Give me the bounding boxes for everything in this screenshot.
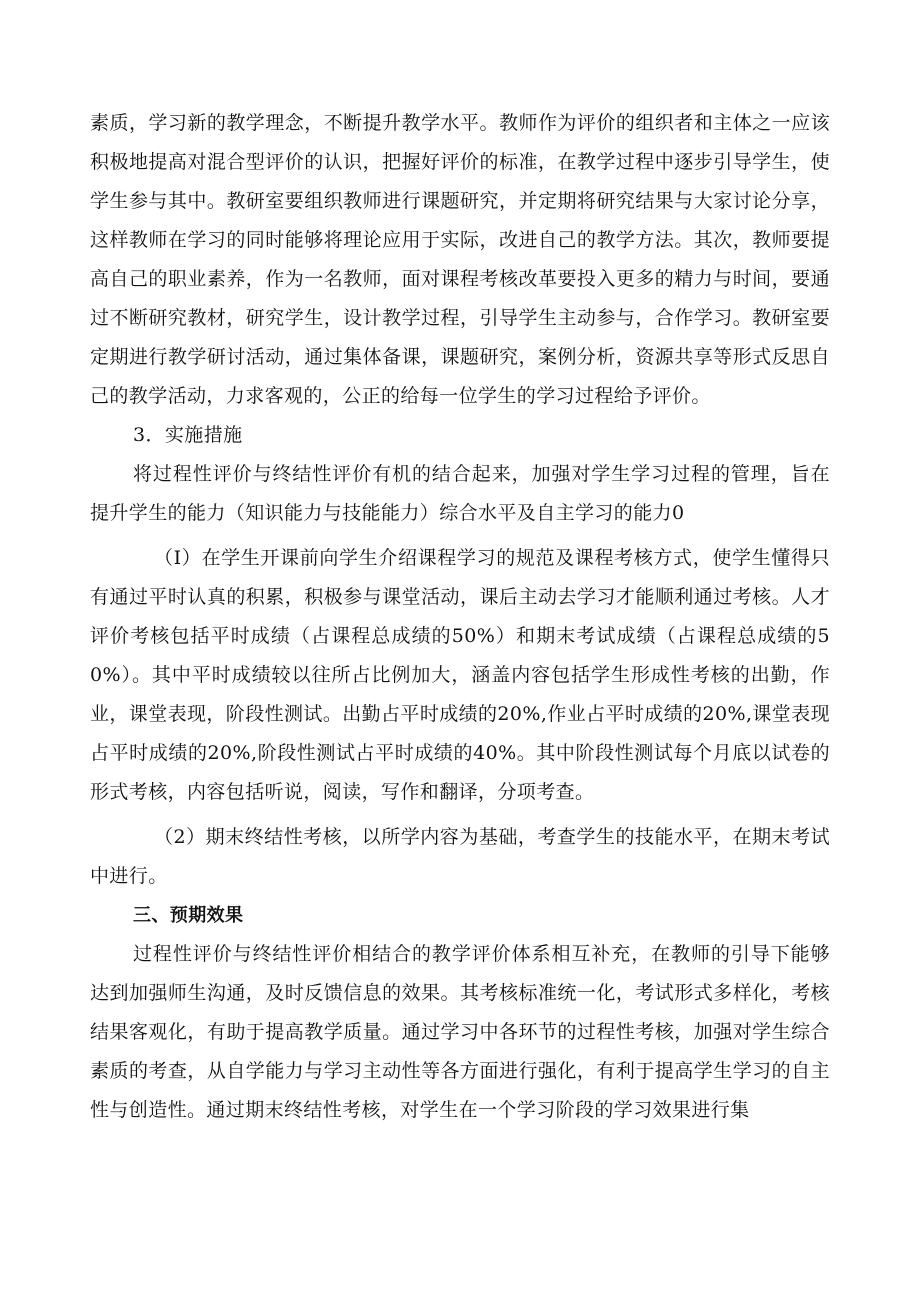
document-page [90,104,830,1130]
paragraph-measures-intro: 将过程性评价与终结性评价有机的结合起来，加强对学生学习过程的管理，旨在提升学生的能力（知识能力与技能能力）综合水平及自主学习的能力0 [90,463,830,524]
paragraph-expected-effects: 过程性评价与终结性评价相结合的教学评价体系相互补充，在教师的引导下能够达到加强师生沟通，及时反馈信息的效果。其考核标准统一化，考试形式多样化，考核结果客观化，有助于提高教学质量。通过学习中各环节的过程性考核，加强对学生综合素质的考查，从自学能力与学习主动性等各方面进行强化，有利于提高学生学习的自主性与创造性。通过期末终结性考核，对学生在一个学习阶段的学习效果进行集 [90,943,830,1121]
paragraph-continuation: 素质，学习新的教学理念，不断提升教学水平。教师作为评价的组织者和主体之一应该积极地提高对混合型评价的认识，把握好评价的标准，在教学过程中逐步引导学生，使学生参与其中。教研室要组织教师进行课题研究，并定期将研究结果与大家讨论分享，这样教师在学习的同时能够将理论应用于实际，改进自己的教学方法。其次，教师要提高自己的职业素养，作为一名教师，面对课程考核改革要投入更多的精力与时间，要通过不断研究教材，研究学生，设计教学过程，引导学生主动参与，合作学习。教研室要定期进行教学研讨活动，通过集体备课，课题研究，案例分析，资源共享等形式反思自己的教学活动，力求客观的，公正的给每一位学生的学习过程给予评价。 [90,112,830,407]
section-heading-expected-effects: 三、预期效果 [133,905,244,926]
paragraph-item-2: （2）期末终结性考核，以所学内容为基础，考查学生的技能水平，在期末考试中进行。 [90,826,830,887]
subheading-implementation-measures: 3．实施措施 [133,424,243,446]
paragraph-item-1: （I）在学生开课前向学生介绍课程学习的规范及课程考核方式，使学生懂得只有通过平时认真的积累，积极参与课堂活动，课后主动去学习才能顺利通过考核。人才评价考核包括平时成绩（占课程总成绩的50%）和期末考试成绩（占课程总成绩的50%）。其中平时成绩较以往所占比例加大，涵盖内容包括学生形成性考核的出勤，作业，课堂表现，阶段性测试。出勤占平时成绩的20%,作业占平时成绩的20%,课堂表现占平时成绩的20%,阶段性测试占平时成绩的40%。其中阶段性测试每个月底以试卷的形式考核，内容包括听说，阅读，写作和翻译，分项考查。 [90,547,830,803]
